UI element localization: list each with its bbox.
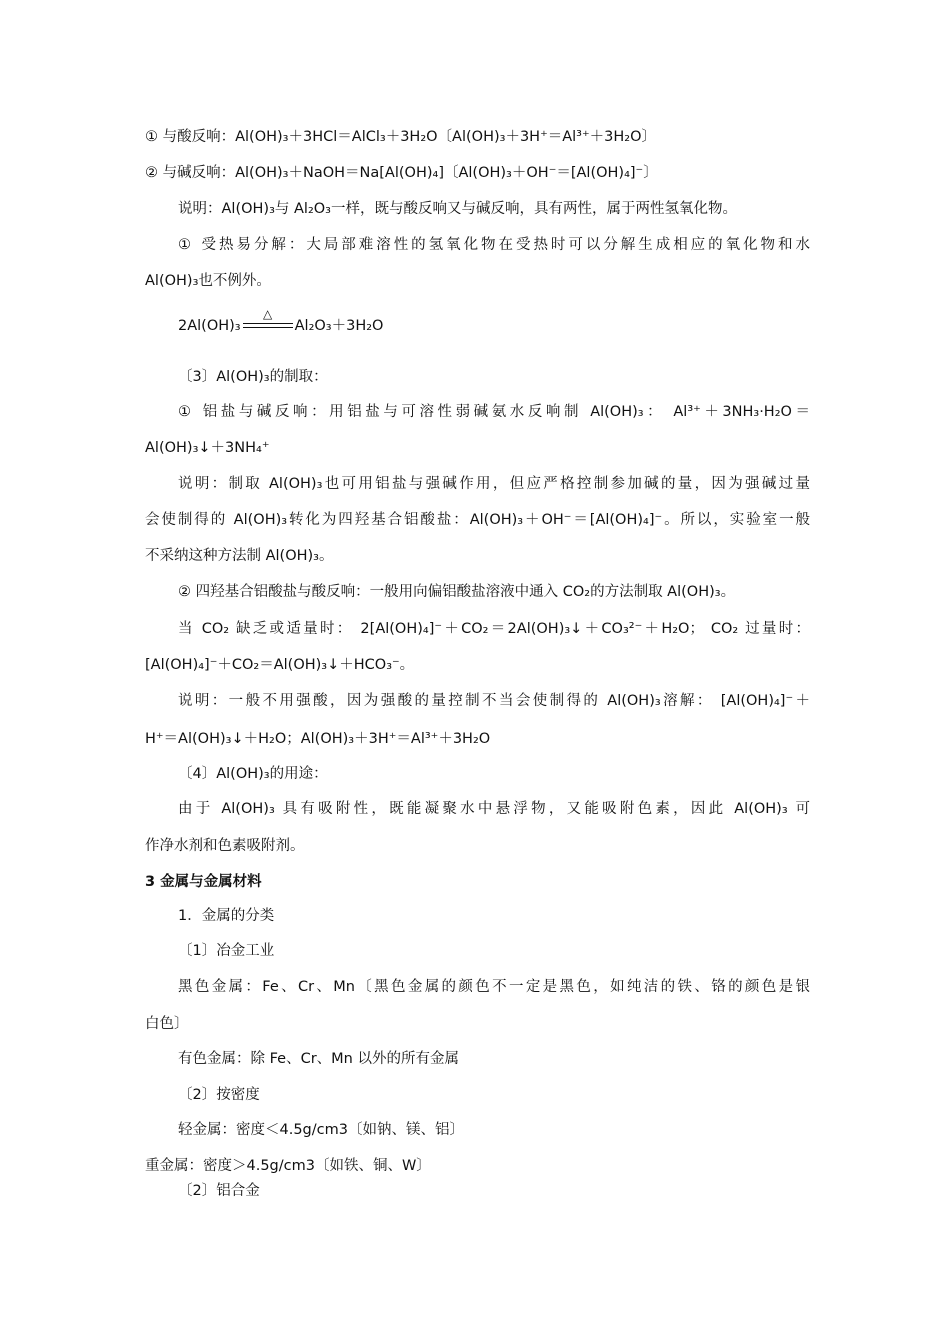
text-line-amphoteric-note: 说明：Al(OH)₃与 Al₂O₃一样，既与酸反响又与碱反响，具有两性，属于两性氢氧化物。 bbox=[178, 201, 737, 217]
equation-products: Al₂O₃＋3H₂O bbox=[294, 318, 384, 334]
text-line-tetrahydroxy-conversion: 会使制得的 Al(OH)₃转化为四羟基合铝酸盐：Al(OH)₃＋OH⁻＝[Al(OH)₄]⁻。所以，实验室一般 bbox=[145, 512, 810, 528]
text-line-base-reaction: ② 与碱反响：Al(OH)₃＋NaOH＝Na[Al(OH)₄]〔Al(OH)₃＋OH⁻＝[Al(OH)₄]⁻〕 bbox=[145, 165, 658, 181]
text-line-strong-base-note: 说明：制取 Al(OH)₃也可用铝盐与强碱作用，但应严格控制参加碱的量，因为强碱过量 bbox=[178, 476, 810, 492]
text-line-co2-insufficient: 当 CO₂ 缺乏或适量时： 2[Al(OH)₄]⁻＋CO₂＝2Al(OH)₃↓＋CO₃²⁻＋H₂O； CO₂ 过量时： bbox=[178, 621, 810, 637]
text-line-ferrous-metals: 黑色金属：Fe、Cr、Mn〔黑色金属的颜色不一定是黑色，如纯洁的铁、铬的颜色是银 bbox=[178, 979, 810, 995]
equation-reactant: 2Al(OH)₃ bbox=[178, 318, 241, 334]
text-line-light-metals: 轻金属：密度＜4.5g/cm3〔如钠、镁、铝〕 bbox=[178, 1122, 464, 1138]
text-line-classification: 1．金属的分类 bbox=[178, 908, 275, 924]
heat-symbol: △ bbox=[263, 307, 273, 321]
text-line-uses-heading: 〔4〕Al(OH)₃的用途： bbox=[178, 766, 328, 782]
text-line-by-density: 〔2〕按密度 bbox=[178, 1087, 260, 1103]
decomposition-equation bbox=[178, 307, 843, 336]
text-line-adsorption: 由于 Al(OH)₃ 具有吸附性，既能凝聚水中悬浮物，又能吸附色素，因此 Al(OH)₃ 可 bbox=[178, 801, 810, 817]
text-line-no-exception: Al(OH)₃也不例外。 bbox=[145, 273, 271, 289]
text-line-strong-acid-note: 说明：一般不用强酸，因为强酸的量控制不当会使制得的 Al(OH)₃溶解： [Al(OH)₄]⁻＋ bbox=[178, 693, 810, 709]
text-line-purifier: 作净水剂和色素吸附剂。 bbox=[145, 838, 305, 854]
text-line-method-rejected: 不采纳这种方法制 Al(OH)₃。 bbox=[145, 548, 334, 564]
text-line-co2-method: ② 四羟基合铝酸盐与酸反响：一般用向偏铝酸盐溶液中通入 CO₂的方法制取 Al(OH)₃。 bbox=[178, 584, 736, 600]
text-line-metallurgy: 〔1〕冶金工业 bbox=[178, 943, 275, 959]
text-line-acid-dissolution: H⁺＝Al(OH)₃↓＋H₂O；Al(OH)₃＋3H⁺＝Al³⁺＋3H₂O bbox=[145, 731, 491, 747]
text-line-aluminum-salt-method: ① 铝盐与碱反响：用铝盐与可溶性弱碱氨水反响制 Al(OH)₃： Al³⁺＋3NH₃·H₂O＝ bbox=[178, 404, 810, 420]
equals-sign-icon bbox=[243, 307, 293, 336]
text-line-co2-excess: [Al(OH)₄]⁻＋CO₂＝Al(OH)₃↓＋HCO₃⁻。 bbox=[145, 657, 415, 673]
section-heading: 3 金属与金属材料 bbox=[145, 874, 262, 890]
text-line-nonferrous-metals: 有色金属：除 Fe、Cr、Mn 以外的所有金属 bbox=[178, 1051, 459, 1067]
text-line-ammonium-product: Al(OH)₃↓＋3NH₄⁺ bbox=[145, 440, 270, 456]
text-line-preparation-heading: 〔3〕Al(OH)₃的制取： bbox=[178, 369, 328, 385]
text-line-aluminum-alloy: 〔2〕铝合金 bbox=[178, 1183, 260, 1199]
text-line-acid-reaction: ① 与酸反响：Al(OH)₃＋3HCl＝AlCl₃＋3H₂O〔Al(OH)₃＋3H⁺＝Al³⁺＋3H₂O〕 bbox=[145, 129, 656, 145]
text-line-silver-white: 白色〕 bbox=[145, 1016, 189, 1032]
text-line-thermal-decomposition: ① 受热易分解：大局部难溶性的氢氧化物在受热时可以分解生成相应的氧化物和水 bbox=[178, 237, 810, 253]
text-line-heavy-metals: 重金属：密度＞4.5g/cm3〔如铁、铜、W〕 bbox=[145, 1158, 431, 1174]
